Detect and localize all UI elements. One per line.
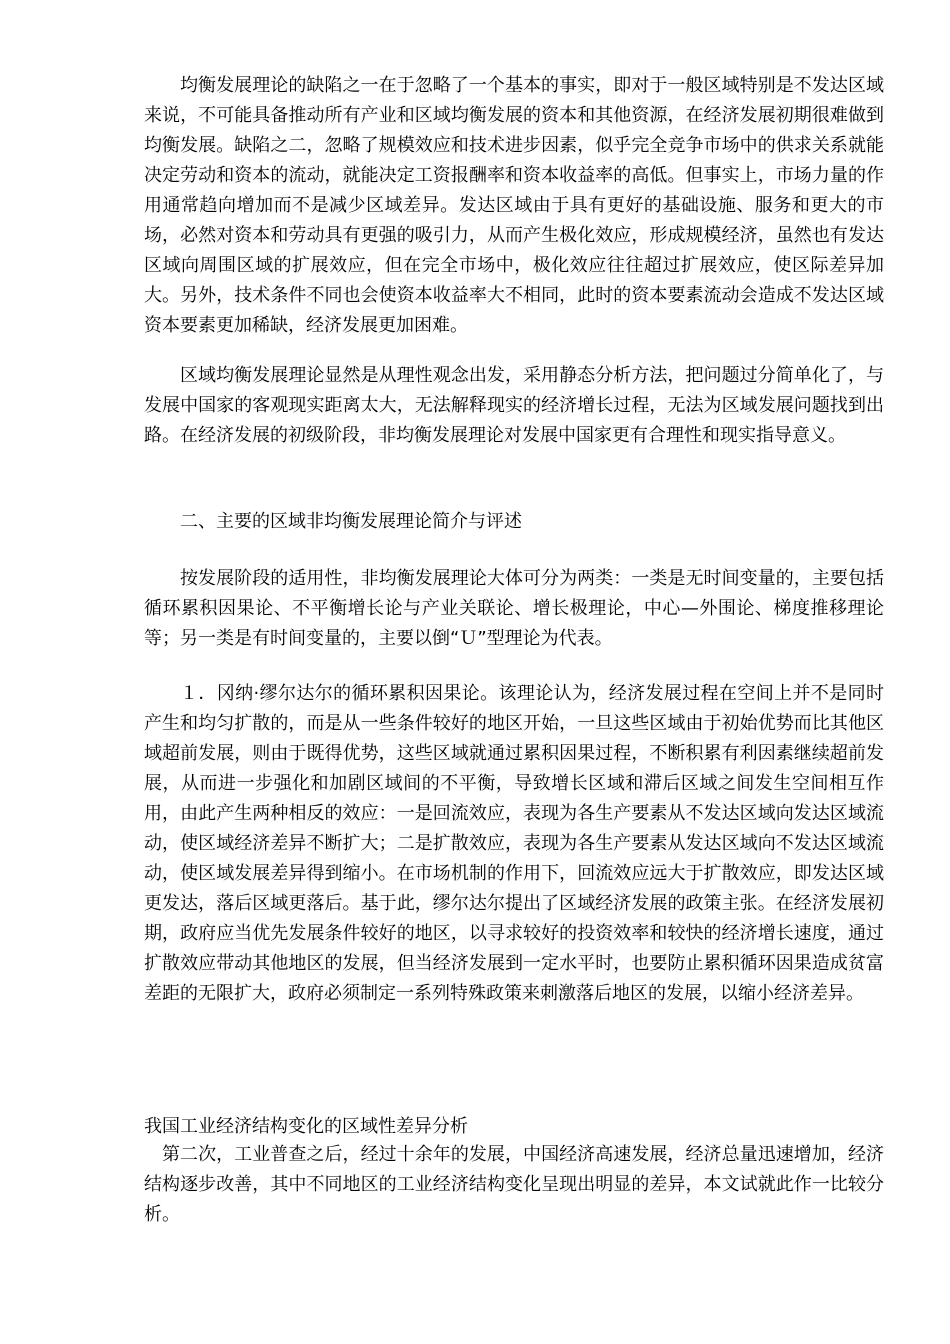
paragraph-classification: 按发展阶段的适用性，非均衡发展理论大体可分为两类：一类是无时间变量的，主要包括循环累积因果论、不平衡增长论与产业关联论、增长极理论，中心—外围论、梯度推移理论等；另一类是有时间变量的，主要以倒“Ｕ”型理论为代表。 [144,568,884,649]
paragraph-equilibrium-defects: 均衡发展理论的缺陷之一在于忽略了一个基本的事实，即对于一般区域特别是不发达区域来说，不可能具备推动所有产业和区域均衡发展的资本和其他资源，在经济发展初期很难做到均衡发展。缺陷之二，忽略了规模效应和技术进步因素，似乎完全竞争市场中的供求关系就能决定劳动和资本的流动，就能决定工资报酬率和资本收益率的高低。但事实上，市场力量的作用通常趋向增加而不是减少区域差异。发达区域由于具有更好的基础设施、服务和更大的市场，必然对资本和劳动具有更强的吸引力，从而产生极化效应，形成规模经济，虽然也有发达区域向周围区域的扩展效应，但在完全市场中，极化效应往往超过扩展效应，使区际差异加大。另外，技术条件不同也会使资本收益率大不相同，此时的资本要素流动会造成不发达区域资本要素更加稀缺，经济发展更加困难。 [144,75,884,336]
article-title: 我国工业经济结构变化的区域性差异分析 [144,1116,468,1137]
paragraph-article-intro: 第二次，工业普查之后，经过十余年的发展，中国经济高速发展，经济总量迅速增加，经济结构逐步改善，其中不同地区的工业经济结构变化呈现出明显的差异，本文试就此作一比较分析。 [144,1144,884,1225]
section-heading: 二、主要的区域非均衡发展理论简介与评述 [180,511,522,532]
paragraph-myrdal-theory: １．冈纳·缪尔达尔的循环累积因果论。该理论认为，经济发展过程在空间上并不是同时产生和均匀扩散的，而是从一些条件较好的地区开始，一旦这些区域由于初始优势而比其他区域超前发展，则由于既得优势，这些区域就通过累积因果过程，不断积累有利因素继续超前发展，从而进一步强化和加剧区域间的不平衡，导致增长区域和滞后区域之间发生空间相互作用，由此产生两种相反的效应：一是回流效应，表现为各生产要素从不发达区域向发达区域流动，使区域经济差异不断扩大；二是扩散效应，表现为各生产要素从发达区域向不发达区域流动，使区域发展差异得到缩小。在市场机制的作用下，回流效应远大于扩散效应，即发达区域更发达，落后区域更落后。基于此，缪尔达尔提出了区域经济发展的政策主张。在经济发展初期，政府应当优先发展条件较好的地区，以寻求较好的投资效率和较快的经济增长速度，通过扩散效应带动其他地区的发展，但当经济发展到一定水平时，也要防止累积循环因果造成贫富差距的无限扩大，政府必须制定一系列特殊政策来刺激落后地区的发展，以缩小经济差异。 [144,683,884,1004]
paragraph-equilibrium-critique: 区域均衡发展理论显然是从理性观念出发，采用静态分析方法，把问题过分简单化了，与发展中国家的客观现实距离太大，无法解释现实的经济增长过程，无法为区域发展问题找到出路。在经济发展的初级阶段，非均衡发展理论对发展中国家更有合理性和现实指导意义。 [144,365,884,446]
